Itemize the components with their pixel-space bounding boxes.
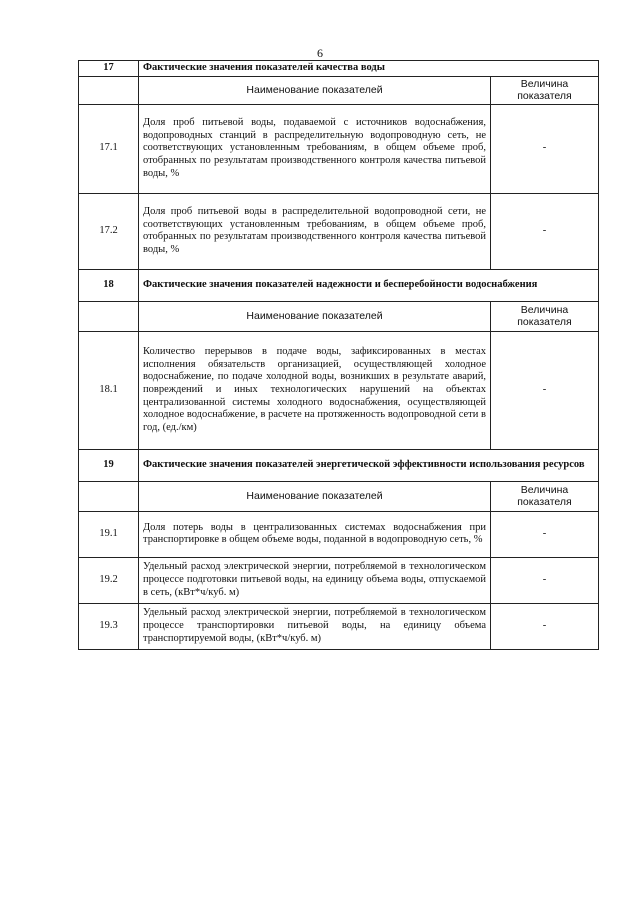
- column-header-name: Наименование показателей: [139, 481, 491, 511]
- indicator-name: Доля потерь воды в централизованных системах водоснабжения при транспортировке в общем объеме воды, поданной в водопроводную сеть, %: [139, 511, 491, 557]
- empty-cell: [79, 481, 139, 511]
- row-number: 18.1: [79, 331, 139, 449]
- column-header-value: Величина показателя: [491, 481, 599, 511]
- indicator-name: Удельный расход электрической энергии, потребляемой в технологическом процессе подготовки питьевой воды, на единицу объема воды, отпускаемой в сеть, (кВт*ч/куб. м): [139, 557, 491, 603]
- section-row: [79, 61, 599, 77]
- column-header-row: [79, 481, 599, 511]
- section-title: Фактические значения показателей качества воды: [139, 61, 599, 77]
- column-header-value: Величина показателя: [491, 76, 599, 104]
- indicator-value: -: [491, 104, 599, 193]
- column-header-value: Величина показателя: [491, 301, 599, 331]
- table-row: [79, 603, 599, 649]
- section-number: 18: [79, 269, 139, 301]
- row-number: 17.2: [79, 193, 139, 269]
- empty-cell: [79, 76, 139, 104]
- indicator-value: -: [491, 511, 599, 557]
- section-row: [79, 269, 599, 301]
- page-number: 6: [317, 46, 323, 60]
- table-row: [79, 193, 599, 269]
- row-number: 19.1: [79, 511, 139, 557]
- row-number: 17.1: [79, 104, 139, 193]
- table-row: [79, 104, 599, 193]
- indicator-value: -: [491, 193, 599, 269]
- empty-cell: [79, 301, 139, 331]
- indicators-table: [78, 60, 599, 650]
- indicator-value: -: [491, 603, 599, 649]
- table-row: [79, 331, 599, 449]
- section-title: Фактические значения показателей надежности и бесперебойности водоснабжения: [139, 269, 599, 301]
- indicator-name: Доля проб питьевой воды в распределительной водопроводной сети, не соответствующих установленным требованиям, в общем объеме проб, отобранных по результатам производственного контроля качества питьевой воды, %: [139, 193, 491, 269]
- indicator-name: Количество перерывов в подаче воды, зафиксированных в местах исполнения обязательств организацией, осуществляющей холодное водоснабжение, по подаче холодной воды, возникших в результате аварий, повреждений и иных технологических нарушений на объектах централизованной системы холодного водоснабжения, осуществляющей холодное водоснабжение, в расчете на протяженность водопроводной сети в год, (ед./км): [139, 331, 491, 449]
- row-number: 19.2: [79, 557, 139, 603]
- indicator-name: Удельный расход электрической энергии, потребляемой в технологическом процессе транспортировки питьевой воды, на единицу объема транспортируемой воды, (кВт*ч/куб. м): [139, 603, 491, 649]
- section-number: 19: [79, 449, 139, 481]
- section-title: Фактические значения показателей энергетической эффективности использования ресурсов: [139, 449, 599, 481]
- table-row: [79, 557, 599, 603]
- indicator-name: Доля проб питьевой воды, подаваемой с источников водоснабжения, водопроводных станций в распределительную водопроводную сеть, не соответствующих установленным требованиям, в общем объеме проб, отобранных по результатам производственного контроля качества питьевой воды, %: [139, 104, 491, 193]
- column-header-name: Наименование показателей: [139, 76, 491, 104]
- column-header-row: [79, 301, 599, 331]
- indicator-value: -: [491, 557, 599, 603]
- row-number: 19.3: [79, 603, 139, 649]
- section-row: [79, 449, 599, 481]
- table-row: [79, 511, 599, 557]
- indicator-value: -: [491, 331, 599, 449]
- column-header-row: [79, 76, 599, 104]
- section-number: 17: [79, 61, 139, 77]
- column-header-name: Наименование показателей: [139, 301, 491, 331]
